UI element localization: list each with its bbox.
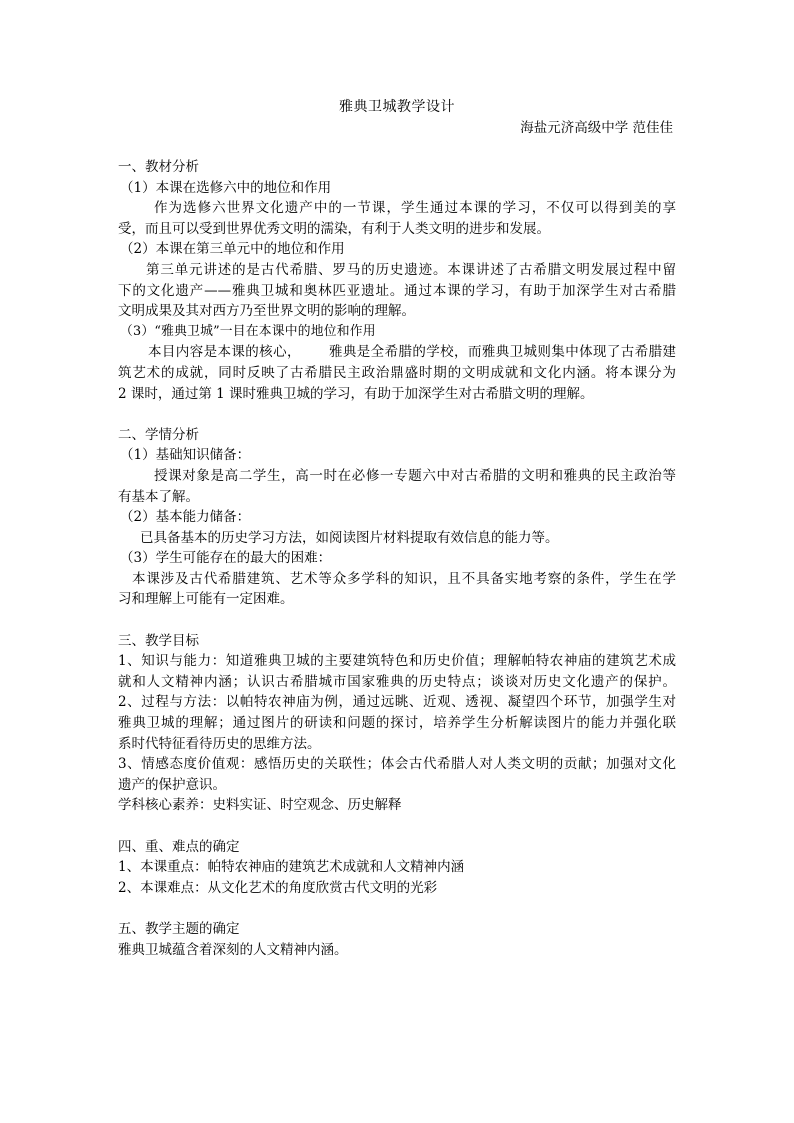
spacer <box>118 898 676 919</box>
subheading: （3）“雅典卫城”一目在本课中的地位和作用 <box>120 323 376 339</box>
section-teaching-goals <box>118 631 676 816</box>
section-key-points <box>118 837 676 899</box>
paragraph-line: 本课涉及古代希腊建筑、艺术等众多学科的知识，且不具备实地考察的条件，学生在学 <box>132 570 676 587</box>
section-textbook-analysis <box>118 157 676 404</box>
paragraph-line: 有基本了解。 <box>118 488 199 505</box>
core-competency-line: 学科核心素养：史料实证、时空观念、历史解释 <box>118 797 402 814</box>
section-student-analysis <box>118 425 676 610</box>
spacer <box>118 404 676 425</box>
subheading: （1）基础知识储备： <box>120 447 251 464</box>
goal-line: 2、过程与方法：以帕特农神庙为例，通过远眺、近观、透视、凝望四个环节，加强学生对 <box>118 694 676 711</box>
goal-line: 就和人文精神内涵；认识古希腊城市国家雅典的历史特点；谈谈对历史文化遗产的保护。 <box>118 673 676 690</box>
subheading: （3）学生可能存在的最大的困难： <box>120 550 332 567</box>
section-teaching-theme <box>118 919 676 960</box>
paragraph-line: 本目内容是本课的核心， 雅典是全希腊的学校，而雅典卫城则集中体现了古希腊建 <box>148 344 676 361</box>
paragraph-line: 筑艺术的成就，同时反映了古希腊民主政治鼎盛时期的文明成就和文化内涵。将本课分为 <box>118 364 676 381</box>
paragraph-line: 受，而且可以受到世界优秀文明的濡染，有利于人类文明的进步和发展。 <box>118 220 550 237</box>
goal-line: 系时代特征看待历史的思维方法。 <box>118 735 321 752</box>
goal-line: 遗产的保护意识。 <box>118 776 226 793</box>
theme-line: 雅典卫城蕴含着深刻的人文精神内涵。 <box>118 941 348 958</box>
document-author: 海盐元济高级中学 范佳佳 <box>520 120 673 136</box>
paragraph-line: 习和理解上可能有一定困难。 <box>118 591 294 608</box>
section-heading: 二、学情分析 <box>118 426 199 443</box>
spacer <box>118 816 676 837</box>
paragraph-line: 作为选修六世界文化遗产中的一节课，学生通过本课的学习，不仅可以得到美的享 <box>154 200 676 217</box>
section-heading: 五、教学主题的确定 <box>118 920 240 937</box>
document-title: 雅典卫城教学设计 <box>339 99 455 115</box>
paragraph-line: 文明成果及其对西方乃至世界文明的影响的理解。 <box>118 303 415 320</box>
paragraph-line: 下的文化遗产——雅典卫城和奥林匹亚遗址。通过本课的学习，有助于加深学生对古希腊 <box>118 282 676 299</box>
goal-line: 3、情感态度价值观：感悟历史的关联性；体会古代希腊人对人类文明的贡献；加强对文化 <box>118 756 676 773</box>
subheading: （2）本课在第三单元中的地位和作用 <box>120 241 345 258</box>
spacer <box>118 610 676 631</box>
paragraph-line: 已具备基本的历史学习方法，如阅读图片材料提取有效信息的能力等。 <box>140 529 559 546</box>
section-heading: 三、教学目标 <box>118 632 199 649</box>
difficulty-line: 2、本课难点：从文化艺术的角度欣赏古代文明的光彩 <box>118 879 438 896</box>
document-body <box>118 157 676 960</box>
section-heading: 四、重、难点的确定 <box>118 838 240 855</box>
paragraph-line: 2 课时，通过第 1 课时雅典卫城的学习，有助于加深学生对古希腊文明的理解。 <box>118 385 594 402</box>
paragraph-line: 第三单元讲述的是古代希腊、罗马的历史遗迹。本课讲述了古希腊文明发展过程中留 <box>146 261 676 278</box>
goal-line: 1、知识与能力：知道雅典卫城的主要建筑特色和历史价值；理解帕特农神庙的建筑艺术成 <box>118 653 676 670</box>
section-heading: 一、教材分析 <box>118 159 199 175</box>
subheading: （2）基本能力储备： <box>120 509 251 526</box>
goal-line: 雅典卫城的理解；通过图片的研读和问题的探讨，培养学生分析解读图片的能力并强化联 <box>118 715 676 732</box>
paragraph-line: 授课对象是高二学生，高一时在必修一专题六中对古希腊的文明和雅典的民主政治等 <box>154 467 676 484</box>
subheading: （1）本课在选修六中的地位和作用 <box>120 179 332 196</box>
key-point-line: 1、本课重点：帕特农神庙的建筑艺术成就和人文精神内涵 <box>118 859 465 876</box>
